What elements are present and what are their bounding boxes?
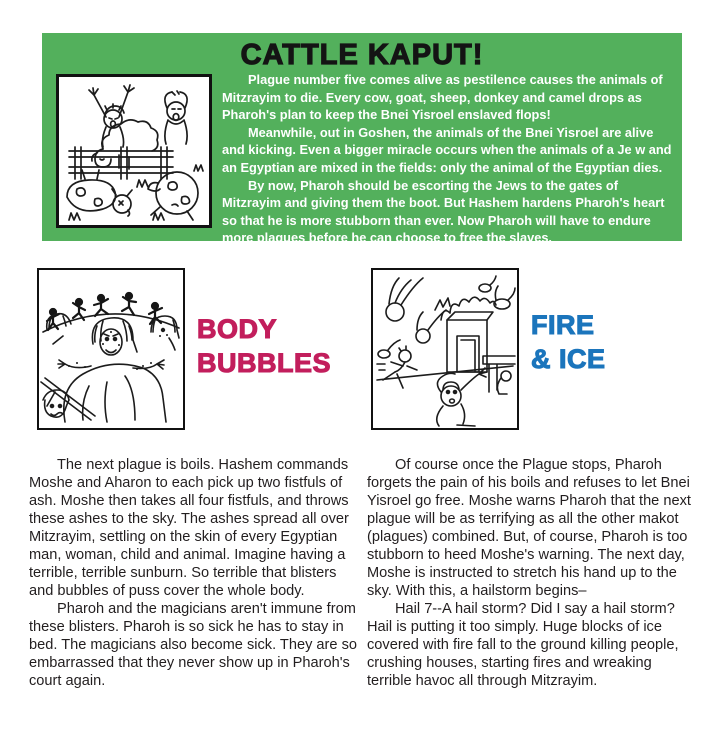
- fence: [69, 147, 173, 179]
- banner-body-text: [222, 71, 674, 247]
- paragraph: Hail 7--A hail storm? Did I say a hail storm? Hail is putting it too simply. Huge blocks of ice covered with fire fall to the ground killing people, crushing houses, starting fires and wreaking terrible havoc all through Mitzrayim.: [367, 601, 679, 689]
- title-line: FIRE: [531, 310, 595, 340]
- paragraph: Of course once the Plague stops, Pharoh forgets the pain of his boils and refuses to let Bnei Yisroel go free. Moshe warns Pharoh that the next plague will be as terrifying as all the other makot (plagues) combined. But, of course, Pharoh is too stubborn to heed Moshe's warning. The next day, Moshe is instructed to stretch his hand up to the sky. With this, a hailstorm begins–: [367, 457, 691, 599]
- banner-paragraph: Meanwhile, out in Goshen, the animals of the Bnei Yisroel are alive and kicking. Even a bigger miracle occurs when the animals of a Je w and an Egyptian are mixed in the fields: only the animal of the Egyptian dies.: [222, 124, 672, 175]
- boils-illustration-frame: [37, 268, 185, 430]
- banner-paragraph: By now, Pharoh should be escorting the Jews to the gates of Mitzrayim and giving them the boot. But Hashem hardens Pharoh's heart so that he is more stubborn than ever. Now Pharoh will have to endure more plagues before he can choose to free the slaves.: [222, 177, 665, 246]
- burning-building: [435, 297, 496, 372]
- title-line: & ICE: [531, 344, 606, 374]
- slumped-person: [497, 371, 511, 394]
- boils-illustration: [39, 270, 183, 428]
- fire-ice-text: [367, 456, 697, 690]
- dancing-silhouettes: [47, 293, 162, 330]
- running-person: [377, 346, 417, 388]
- wailing-egyptian-right: [165, 91, 187, 144]
- body-bubbles-text: [29, 456, 359, 690]
- shielding-person: [437, 368, 487, 426]
- banner-paragraph: Plague number five comes alive as pestilence causes the animals of Mitzrayim to die. Every cow, goat, sheep, donkey and camel drops as Pharoh's plan to keep the Bnei Yisroel enslaved flops!: [222, 72, 663, 123]
- hailstorm-illustration: [373, 270, 517, 428]
- section-body-bubbles: [29, 268, 359, 690]
- sick-egyptian-right: [151, 316, 179, 350]
- cattle-kaput-banner: [42, 33, 682, 246]
- section-title-fire-ice: [531, 268, 606, 376]
- section-fire-ice: [367, 268, 697, 690]
- dead-sheep: [92, 120, 158, 169]
- title-line: BUBBLES: [197, 348, 332, 378]
- cattle-illustration-frame: [56, 74, 212, 228]
- dead-cow: [67, 170, 132, 216]
- paragraph: The next plague is boils. Hashem commands Moshe and Aharon to each pick up two fistfuls of ash. Moshe then takes all four fistfuls, and throws these ashes to the sky. The ashes spread all over Mitzrayim, settling on the skin of every Egyptian man, woman, child and animal. Imagine having a terrible, terrible sunburn. So terrible that blisters and bubbles of puss cover the whole body.: [29, 457, 349, 599]
- hailstorm-illustration-frame: [371, 268, 519, 430]
- title-line: BODY: [197, 314, 278, 344]
- dead-cattle-illustration: [59, 77, 209, 225]
- paragraph: Pharoh and the magicians aren't immune from these blisters. Pharoh is so sick he has to stay in bed. The magicians also become sick. They are so embarrassed that they never show up in Pharoh's court again.: [29, 601, 357, 689]
- ground-line: [377, 366, 513, 380]
- section-title-body-bubbles: [197, 268, 331, 380]
- banner-title: CATTLE KAPUT!: [240, 39, 484, 71]
- wailing-egyptian-left: [89, 85, 134, 147]
